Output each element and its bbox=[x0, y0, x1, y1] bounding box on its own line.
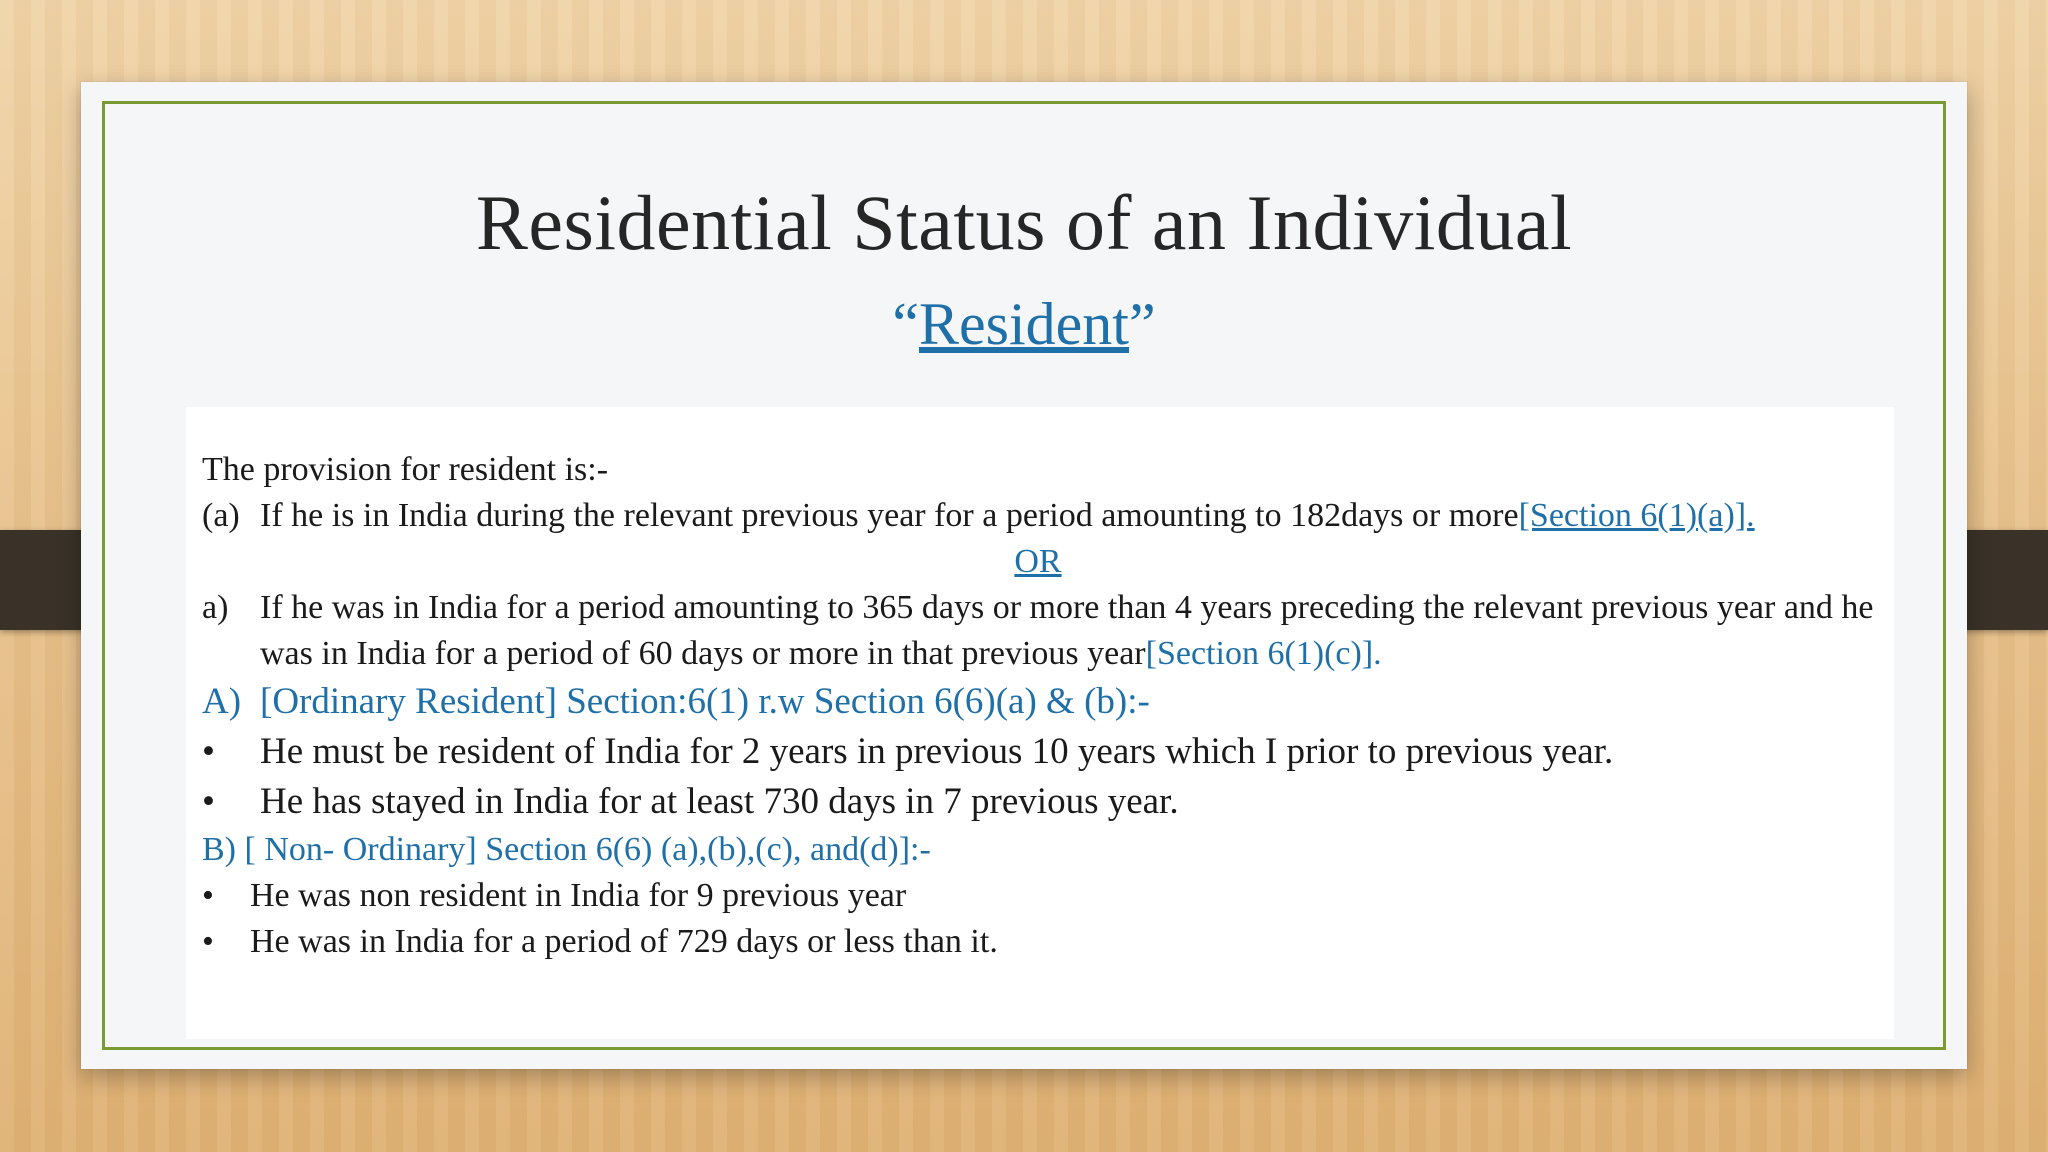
heading-a-marker: A) bbox=[202, 681, 242, 722]
heading-ordinary-resident bbox=[202, 677, 1874, 727]
or-link[interactable]: OR bbox=[1014, 543, 1062, 580]
heading-non-ordinary: B) [ Non- Ordinary] Section 6(6) (a),(b),(c), and(d)]:- bbox=[202, 831, 931, 868]
item-a-marker: (a) bbox=[202, 497, 240, 534]
bullet-a-2: He has stayed in India for at least 730 days in 7 previous year. bbox=[260, 781, 1179, 822]
bullet-icon: • bbox=[202, 877, 214, 914]
or-divider bbox=[202, 539, 1874, 585]
bullet-a-1: He must be resident of India for 2 years in previous 10 years which I prior to previous year. bbox=[260, 731, 1614, 772]
item-a2-text: If he was in India for a period amounting to 365 days or more than 4 years preceding the relevant previous year and he was in India for a period of 60 days or more in that previous year bbox=[260, 589, 1874, 672]
item-a-body bbox=[260, 493, 1874, 539]
item-a2-body bbox=[260, 585, 1874, 677]
slide bbox=[81, 82, 1967, 1069]
list-item bbox=[202, 727, 1874, 777]
bullet-b-2: He was in India for a period of 729 days or less than it. bbox=[250, 923, 998, 960]
section-6-1-c-ref: [Section 6(1)(c)]. bbox=[1145, 635, 1382, 672]
item-a bbox=[202, 493, 1874, 539]
bullet-icon: • bbox=[202, 731, 215, 772]
slide-title: Residential Status of an Individual bbox=[475, 179, 1573, 266]
close-quote: ” bbox=[1128, 291, 1156, 357]
section-6-1-a-link[interactable]: [Section 6(1)(a)]. bbox=[1518, 497, 1755, 534]
intro-line: The provision for resident is:- bbox=[202, 451, 609, 488]
item-a2-marker: a) bbox=[202, 589, 229, 626]
list-item bbox=[202, 873, 1874, 919]
item-a-text: If he is in India during the relevant previous year for a period amounting to 182days or more bbox=[260, 497, 1519, 534]
slide-subtitle bbox=[81, 290, 1967, 359]
list-item bbox=[202, 777, 1874, 827]
bullet-icon: • bbox=[202, 923, 214, 960]
bullet-icon: • bbox=[202, 781, 215, 822]
item-a2 bbox=[202, 585, 1874, 677]
resident-link[interactable]: Resident bbox=[919, 291, 1129, 357]
content-box bbox=[186, 407, 1894, 1039]
open-quote: “ bbox=[892, 291, 919, 357]
list-item bbox=[202, 919, 1874, 965]
bullet-b-1: He was non resident in India for 9 previous year bbox=[250, 877, 907, 914]
content-text bbox=[202, 447, 1874, 965]
heading-a-text: [Ordinary Resident] Section:6(1) r.w Section 6(6)(a) & (b):- bbox=[260, 681, 1150, 722]
